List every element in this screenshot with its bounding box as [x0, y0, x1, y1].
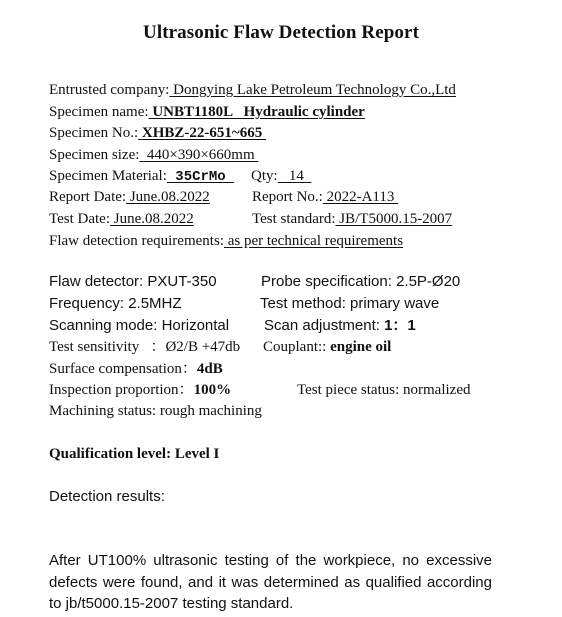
- entrusted-company-row: [49, 81, 456, 99]
- scan-adjustment-label: Scan adjustment:: [264, 317, 380, 334]
- scanning-mode: Scanning mode: Horizontal: [49, 317, 230, 334]
- specimen-size-row: [49, 146, 258, 164]
- specimen-name-row: [49, 103, 365, 121]
- machining-status: Machining status: rough machining: [49, 403, 262, 419]
- specimen-no-value: XHBZ-22-651~665: [138, 125, 266, 141]
- surface-compensation-value: 4dB: [196, 361, 223, 377]
- test-standard-field: [252, 210, 452, 228]
- couplant: [263, 338, 391, 356]
- flaw-requirements-label: Flaw detection requirements:: [49, 233, 224, 249]
- entrusted-company-label: Entrusted company:: [49, 82, 170, 98]
- test-standard-value: JB/T5000.15-2007: [335, 211, 453, 227]
- report-date-row: [49, 188, 399, 206]
- specimen-name-label: Specimen name:: [49, 104, 149, 120]
- couplant-label: Couplant::: [263, 339, 331, 355]
- flaw-requirements-row: [49, 232, 403, 250]
- probe-specification: Probe specification: 2.5P-Ø20: [261, 273, 461, 290]
- report-date-label: Report Date:: [49, 189, 127, 205]
- test-method: Test method: primary wave: [260, 295, 440, 312]
- report-no-field: [252, 188, 398, 206]
- flaw-detector-row: [49, 273, 461, 291]
- inspection-proportion-row: [49, 381, 471, 399]
- specimen-material-row: [49, 167, 312, 186]
- inspection-proportion-value: 100%: [193, 382, 232, 398]
- qty-label: Qty:: [251, 168, 278, 184]
- specimen-size-label: Specimen size:: [49, 147, 140, 163]
- flaw-requirements-value: as per technical requirements: [223, 233, 404, 249]
- specimen-material-label: Specimen Material:: [49, 168, 167, 184]
- qualification-level: Qualification level: Level I: [49, 446, 220, 462]
- entrusted-company-value: Dongying Lake Petroleum Technology Co.,Ltd: [169, 82, 456, 98]
- test-date-row: [49, 210, 453, 228]
- report-no-label: Report No.:: [252, 189, 323, 205]
- report-title: Ultrasonic Flaw Detection Report: [143, 22, 419, 43]
- couplant-value: engine oil: [330, 339, 392, 355]
- surface-compensation-label: Surface compensation：: [49, 361, 197, 377]
- test-date-value: June.08.2022: [110, 211, 194, 227]
- scan-adjustment: [264, 317, 416, 335]
- test-standard-label: Test standard:: [252, 211, 336, 227]
- surface-compensation-row: [49, 360, 223, 378]
- specimen-no-label: Specimen No.:: [49, 125, 139, 141]
- specimen-size-value: 440×390×660mm: [139, 147, 259, 163]
- flaw-detector: Flaw detector: PXUT-350: [49, 273, 217, 290]
- test-sensitivity: Test sensitivity ：Ø2/B +47db: [49, 339, 241, 355]
- qty-field: [251, 167, 311, 185]
- specimen-name-value: UNBT1180L Hydraulic cylinder: [148, 104, 365, 120]
- detection-results-label: Detection results:: [49, 488, 165, 505]
- scan-adjustment-value: 1：1: [379, 317, 416, 334]
- test-sensitivity-row: [49, 338, 392, 356]
- frequency-row: [49, 295, 440, 313]
- test-date-label: Test Date:: [49, 211, 111, 227]
- qty-value: 14: [277, 168, 312, 184]
- specimen-no-row: [49, 124, 266, 142]
- test-piece-status: Test piece status: normalized: [297, 382, 471, 398]
- report-no-value: 2022-A113: [322, 189, 399, 205]
- specimen-material-value: 35CrMo: [166, 169, 235, 185]
- frequency: Frequency: 2.5MHZ: [49, 295, 182, 312]
- report-date-value: June.08.2022: [126, 189, 210, 205]
- scanning-mode-row: [49, 317, 416, 335]
- inspection-proportion-label: Inspection proportion：: [49, 382, 194, 398]
- conclusion-paragraph: After UT100% ultrasonic testing of the workpiece, no excessive defects were found, and it was determined as qualified according to jb/t5000.15-2007 testing standard.: [49, 552, 492, 612]
